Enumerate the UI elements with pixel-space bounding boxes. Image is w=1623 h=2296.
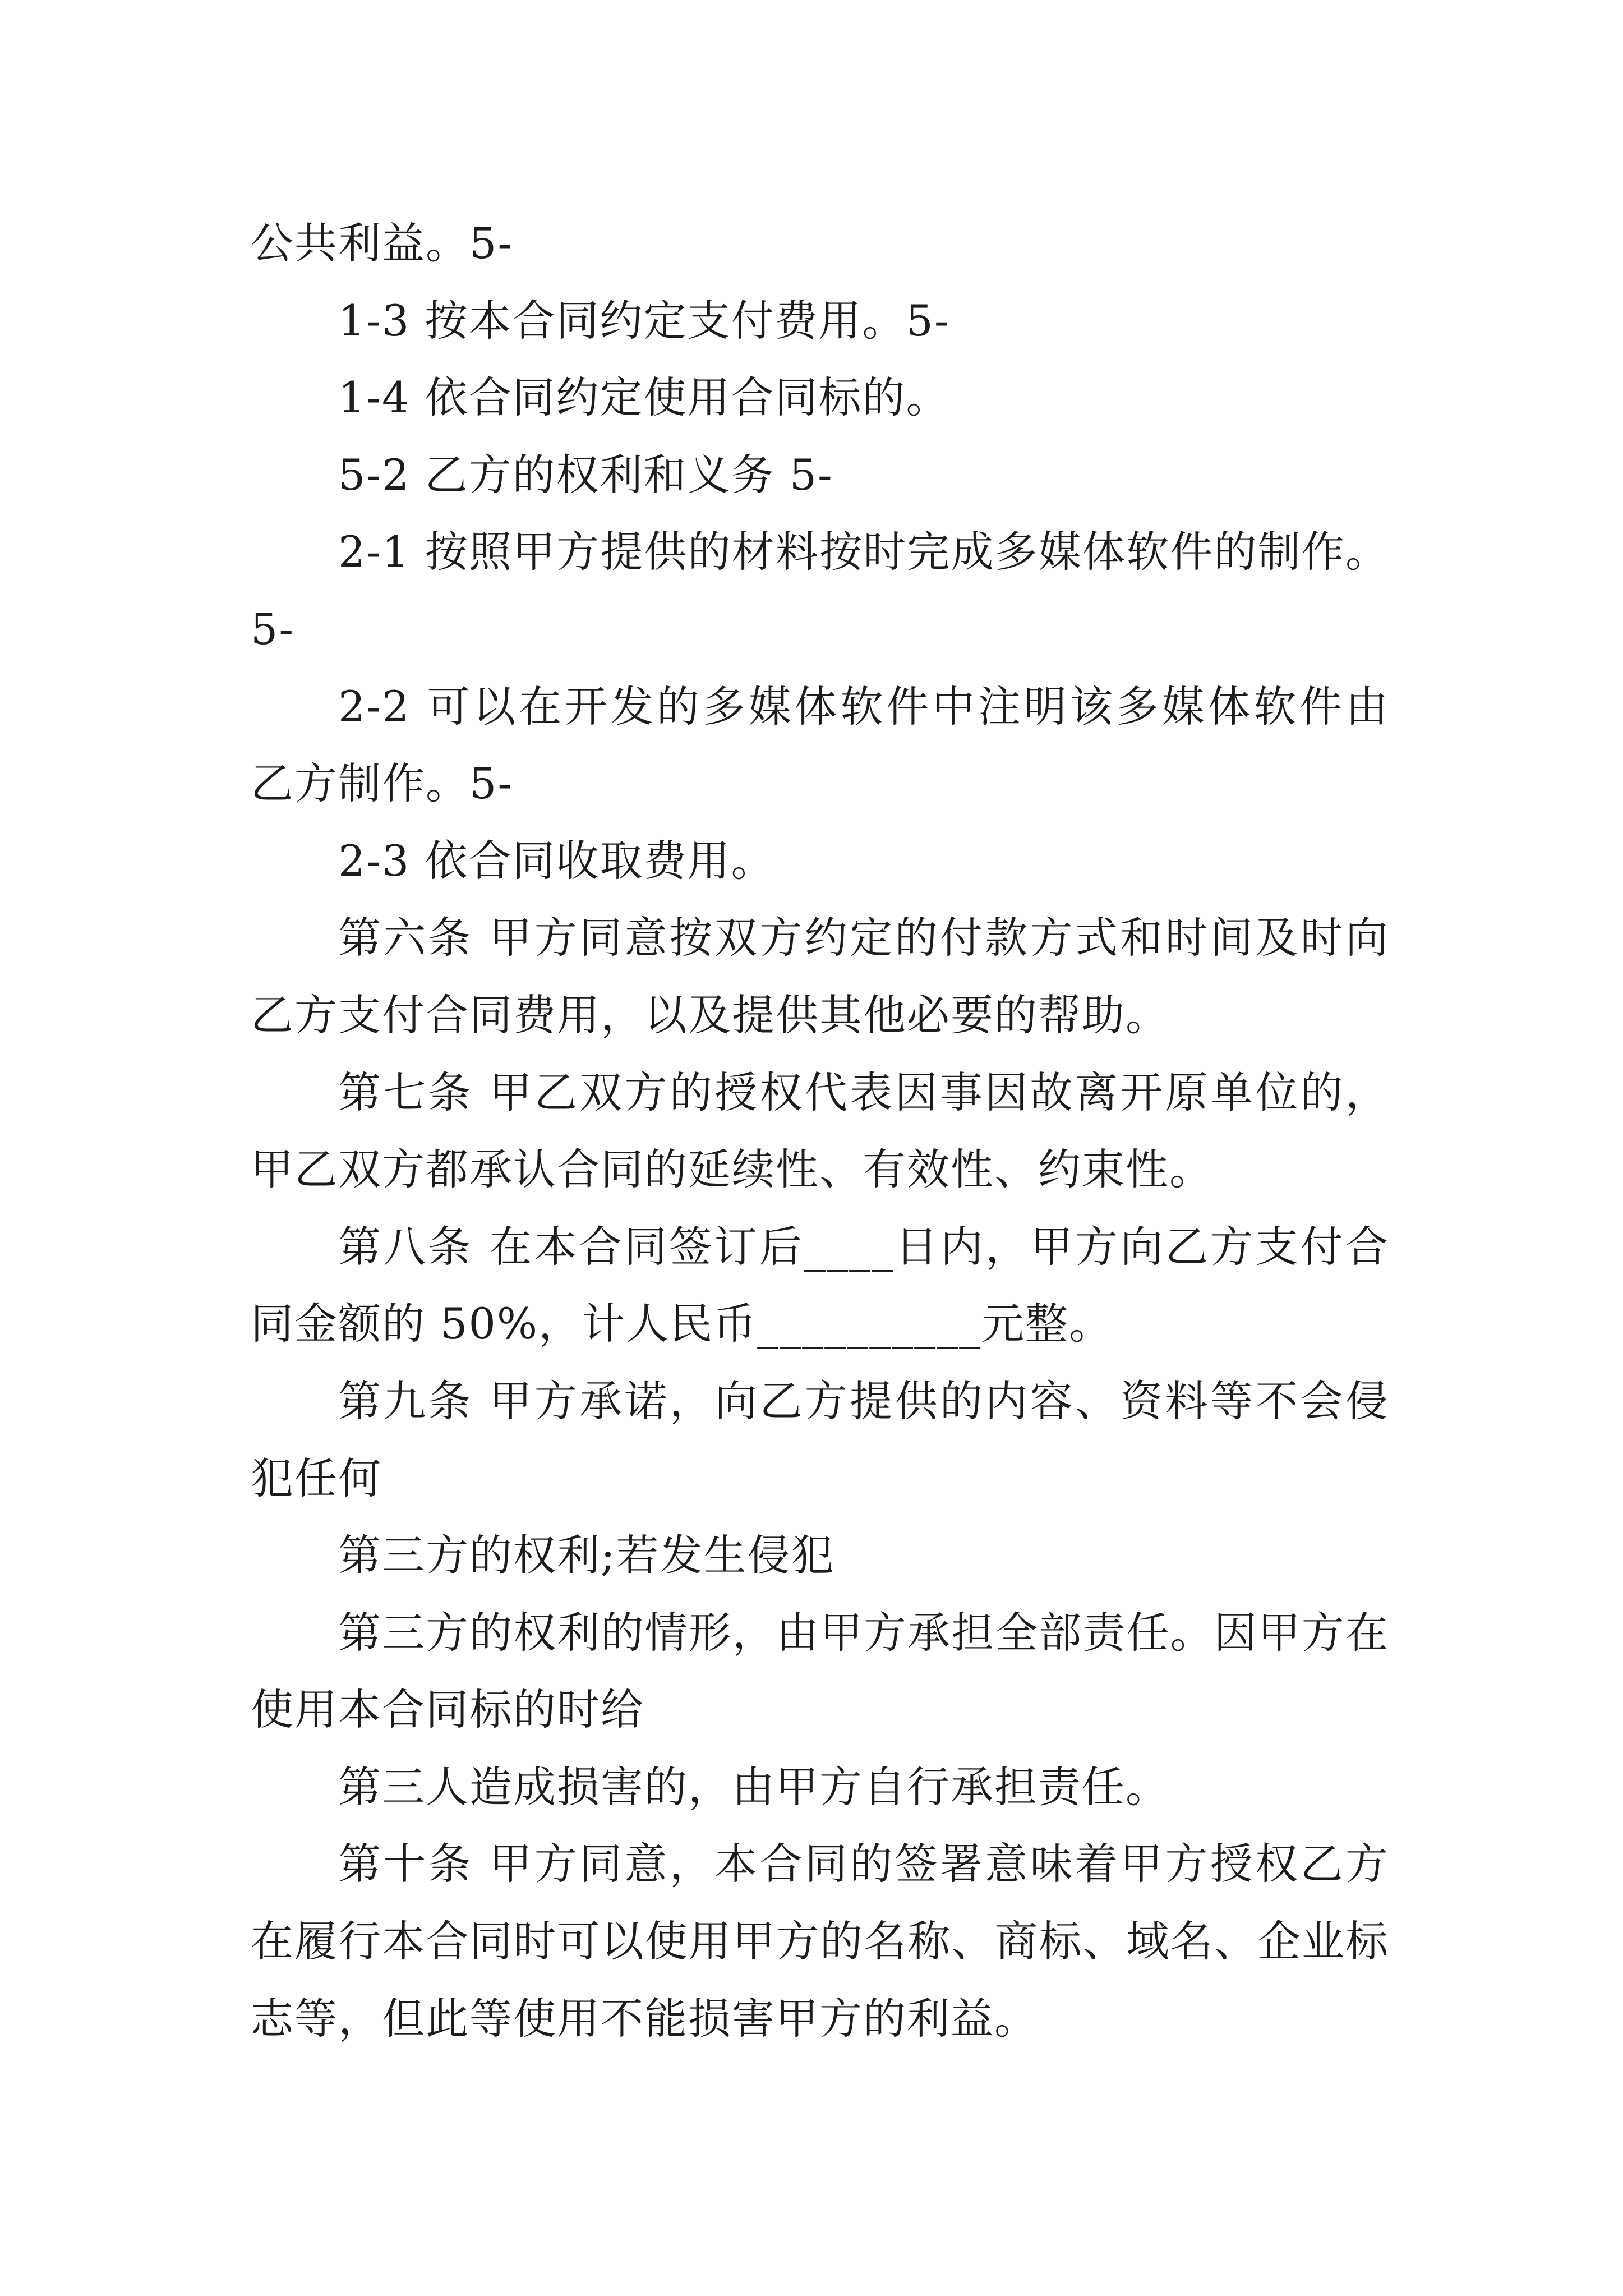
article-line: 第八条 在本合同签订后____日内，甲方向乙方支付合: [338, 1221, 1389, 1272]
text-line: 1-4 依合同约定使用合同标的。: [338, 372, 950, 423]
text-line: 第三方的权利;若发生侵犯: [338, 1530, 835, 1581]
article-line: 第九条 甲方承诺，向乙方提供的内容、资料等不会侵: [338, 1375, 1389, 1426]
text-line: 在履行本合同时可以使用甲方的名称、商标、域名、企业标: [251, 1916, 1389, 1967]
section-heading-line: 5-2 乙方的权利和义务 5-: [338, 449, 833, 500]
text-line: 2-3 依合同收取费用。: [338, 835, 775, 886]
text-line: 甲乙双方都承认合同的延续性、有效性、约束性。: [251, 1144, 1213, 1195]
text-line: 公共利益。5-: [251, 218, 514, 268]
text-line: 第三人造成损害的，由甲方自行承担责任。: [338, 1761, 1169, 1812]
text-line: 5-: [251, 604, 295, 654]
article-line: 第七条 甲乙双方的授权代表因事因故离开原单位的，: [338, 1067, 1389, 1117]
text-line: 同金额的 50%，计人民币__________元整。: [251, 1299, 1113, 1349]
text-line: 2-2 可以在开发的多媒体软件中注明该多媒体软件由: [338, 681, 1389, 731]
text-line: 2-1 按照甲方提供的材料按时完成多媒体软件的制作。: [338, 527, 1389, 577]
contract-body-text: [251, 205, 1389, 2057]
text-line: 乙方支付合同费用，以及提供其他必要的帮助。: [251, 990, 1169, 1040]
article-line: 第六条 甲方同意按双方约定的付款方式和时间及时向: [338, 913, 1389, 963]
text-line: 犯任何: [251, 1453, 382, 1503]
text-line: 1-3 按本合同约定支付费用。5-: [338, 295, 950, 346]
article-line: 第十条 甲方同意，本合同的签署意味着甲方授权乙方: [338, 1839, 1389, 1889]
text-line: 使用本合同标的时给: [251, 1685, 644, 1735]
text-line: 乙方制作。5-: [251, 758, 514, 809]
text-line: 志等，但此等使用不能损害甲方的利益。: [251, 1993, 1038, 2044]
text-line: 第三方的权利的情形，由甲方承担全部责任。因甲方在: [338, 1607, 1389, 1658]
